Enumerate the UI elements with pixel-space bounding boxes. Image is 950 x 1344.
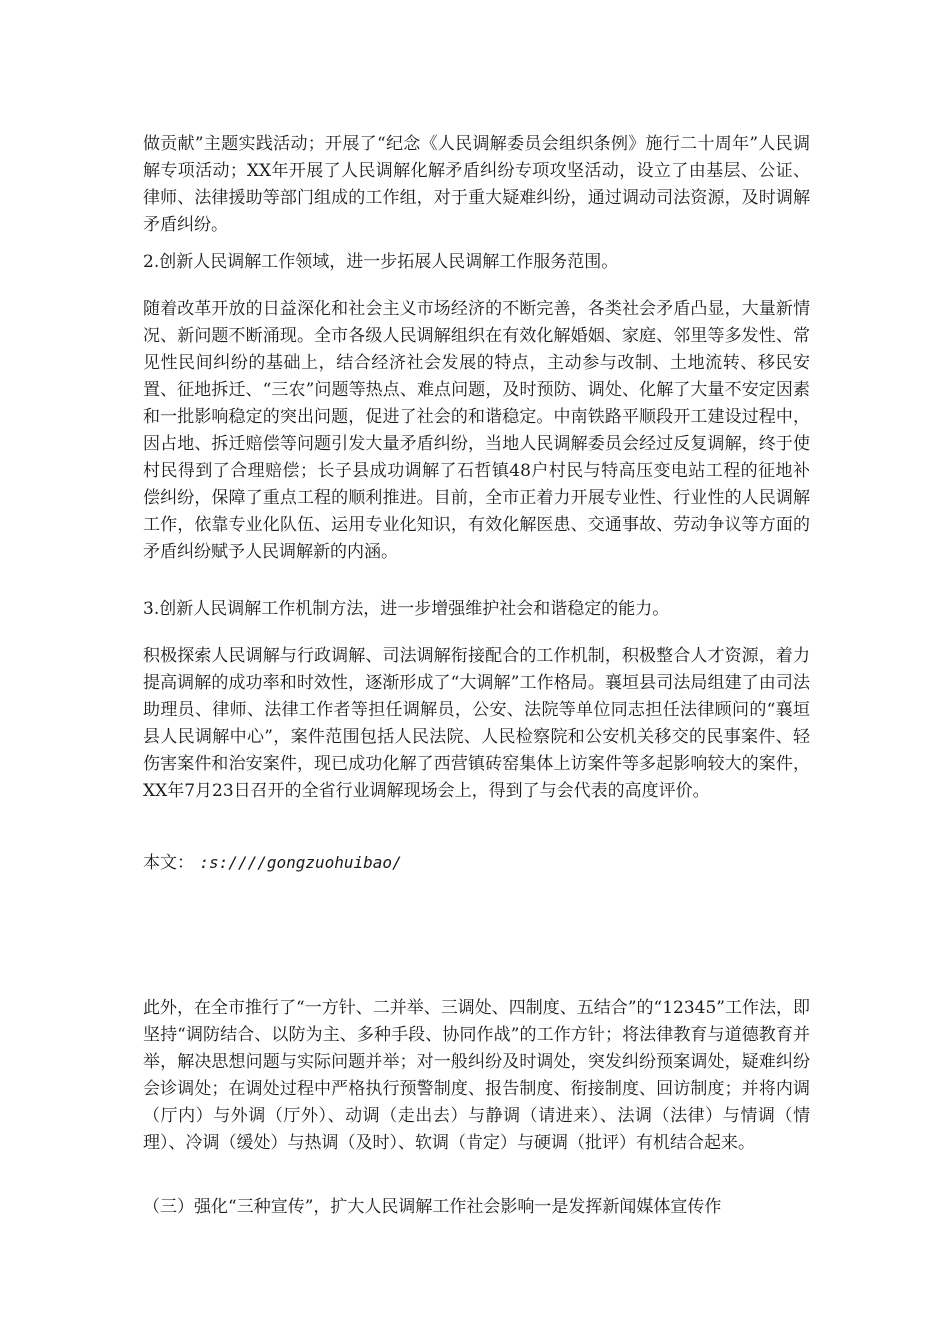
- source-line: [143, 849, 810, 877]
- heading-item-3: 3.创新人民调解工作机制方法，进一步增强维护社会和谐稳定的能力。: [143, 599, 670, 619]
- source-url: :s:////gongzuohuibao/: [199, 853, 402, 872]
- paragraph-work-field: 随着改革开放的日益深化和社会主义市场经济的不断完善，各类社会矛盾凸显，大量新情况、新问题不断涌现。全市各级人民调解组织在有效化解婚姻、家庭、邻里等多发性、常见性民间纠纷的基础上，结合经济社会发展的特点，主动参与改制、土地流转、移民安置、征地拆迁、“三农”问题等热点、难点问题，及时预防、调处、化解了大量不安定因素和一批影响稳定的突出问题，促进了社会的和谐稳定。中南铁路平顺段开工建设过程中，因占地、拆迁赔偿等问题引发大量矛盾纠纷，当地人民调解委员会经过反复调解，终于使村民得到了合理赔偿；长子县成功调解了石哲镇48户村民与特高压变电站工程的征地补偿纠纷，保障了重点工程的顺利推进。目前，全市正着力开展专业性、行业性的人民调解工作，依靠专业化队伍、运用专业化知识，有效化解医患、交通事故、劳动争议等方面的矛盾纠纷赋予人民调解新的内涵。: [143, 299, 810, 562]
- paragraph-activities: 做贡献”主题实践活动；开展了“纪念《人民调解委员会组织条例》施行二十周年”人民调解专项活动；XX年开展了人民调解化解矛盾纠纷专项攻坚活动，设立了由基层、公证、律师、法律援助等部门组成的工作组，对于重大疑难纠纷，通过调动司法资源，及时调解矛盾纠纷。: [143, 134, 810, 235]
- paragraph-12345-method: 此外，在全市推行了“一方针、二并举、三调处、四制度、五结合”的“12345”工作法，即坚持“调防结合、以防为主、多种手段、协同作战”的工作方针；将法律教育与道德教育并举，解决思想问题与实际问题并举；对一般纠纷及时调处，突发纠纷预案调处，疑难纠纷会诊调处；在调处过程中严格执行预警制度、报告制度、衔接制度、回访制度；并将内调（厅内）与外调（厅外）、动调（走出去）与静调（请进来）、法调（法律）与情调（情理）、冷调（缓处）与热调（及时）、软调（肯定）与硬调（批评）有机结合起来。: [143, 998, 810, 1153]
- paragraph-mechanism: 积极探索人民调解与行政调解、司法调解衔接配合的工作机制，积极整合人才资源，着力提高调解的成功率和时效性，逐渐形成了“大调解”工作格局。襄垣县司法局组建了由司法助理员、律师、法律工作者等担任调解员，公安、法院等单位同志担任法律顾问的“襄垣县人民调解中心”，案件范围包括人民法院、人民检察院和公安机关移交的民事案件、轻伤害案件和治安案件，现已成功化解了西营镇砖窑集体上访案件等多起影响较大的案件，XX年7月23日召开的全省行业调解现场会上，得到了与会代表的高度评价。: [143, 646, 810, 801]
- heading-item-2: 2.创新人民调解工作领域，进一步拓展人民调解工作服务范围。: [143, 252, 619, 272]
- source-label: 本文：: [143, 853, 194, 873]
- paragraph-publicity: （三）强化“三种宣传”，扩大人民调解工作社会影响一是发挥新闻媒体宣传作: [143, 1197, 722, 1217]
